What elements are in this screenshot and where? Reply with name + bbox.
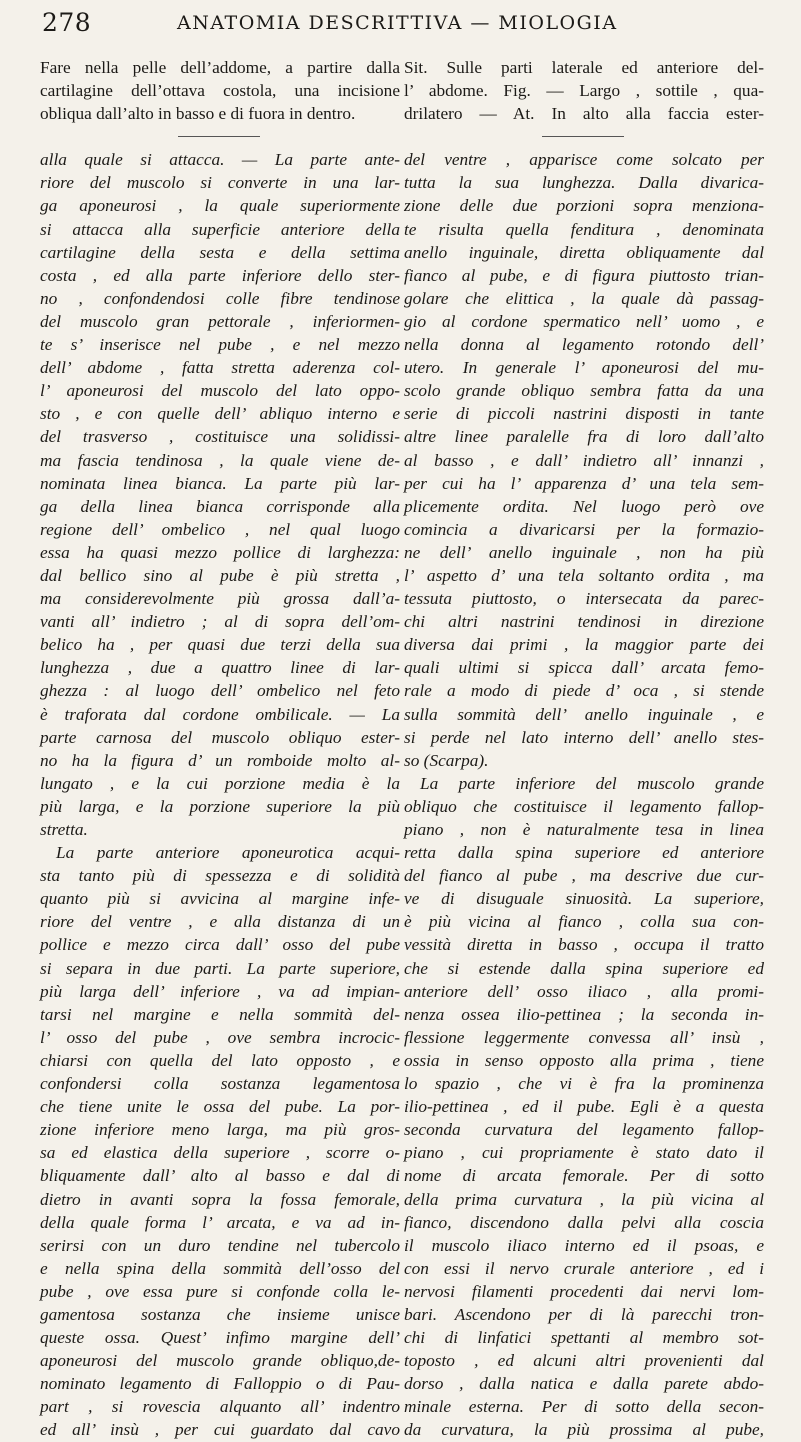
text-line: dal bellico sino al pube è più stretta ,: [40, 565, 400, 585]
text-line: più larga dell’ inferiore , va ad impian-: [40, 981, 400, 1001]
text-line: del fianco al pube , ma descrive due cur-: [404, 866, 764, 886]
text-line: nome di arcata femorale. Per di sotto: [404, 1166, 764, 1186]
text-line: ga aponeurosi , la quale superiormente: [40, 196, 400, 216]
text-line: serirsi con un duro tendine nel tubercolo: [40, 1235, 400, 1255]
text-line: comincia a divaricarsi per la formazio-: [404, 519, 764, 539]
running-title: ANATOMIA DESCRITTIVA — MIOLOGIA: [177, 12, 618, 34]
text-line: queste ossa. Quest’ infimo margine dell’: [40, 1328, 400, 1348]
text-line: no , confondendosi colle fibre tendinose: [40, 288, 400, 308]
text-line: fianco, discendono dalla pelvi alla coscia: [404, 1212, 764, 1232]
text-line: te s’ inserisce nel pube , e nel mezzo: [40, 335, 400, 355]
text-line: nervosi filamenti procedenti dai nervi lom-: [404, 1281, 764, 1301]
text-line: tarsi nel margine e nella sommità del-: [40, 1004, 400, 1024]
text-line: anteriore dell’ osso iliaco , alla promi-: [404, 981, 764, 1001]
text-line: dell’ abdome , fatta stretta aderenza col-: [40, 358, 400, 378]
right-body-block: [404, 148, 764, 1441]
text-line: del muscolo gran pettorale , inferiormen-: [40, 311, 400, 331]
text-line: bliquamente dall’ alto al basso e dal di: [40, 1166, 400, 1186]
text-line: ilio-pettinea , ed il pube. Egli è a questa: [404, 1097, 764, 1117]
text-line: ghezza : al luogo dell’ ombelico nel feto: [40, 681, 400, 701]
text-line: che si estende dalla spina superiore ed: [404, 958, 764, 978]
text-line: lunghezza , due a quattro linee di lar-: [40, 658, 400, 678]
text-line: ossia in senso opposto alla prima , tiene: [404, 1050, 764, 1070]
text-line: belico ha , per quasi due terzi della sua: [40, 635, 400, 655]
left-separator-rule: [40, 125, 400, 148]
left-top-block: [40, 56, 400, 125]
text-line: che tiene unite le ossa del pube. La por-: [40, 1097, 400, 1117]
text-line: confondersi colla sostanza legamentosa: [40, 1074, 400, 1094]
text-line: nella donna al legamento rotondo dell’: [404, 335, 764, 355]
text-line: quanto più si avvicina al margine infe-: [40, 889, 400, 909]
text-line: diversa dai primi , la maggior parte dei: [404, 635, 764, 655]
text-line: costa , ed alla parte inferiore dello ster-: [40, 265, 400, 285]
text-line: obliqua dall’alto in basso e di fuora in dentro.: [40, 104, 356, 124]
left-column: [40, 56, 400, 1442]
text-line: lungato , e la cui porzione media è la: [40, 773, 400, 793]
text-line: riore del ventre , e alla distanza di un: [40, 912, 400, 932]
text-line: rale a modo di piede d’ oca , si stende: [404, 681, 764, 701]
text-line: si perde nel lato interno dell’ anello stes-: [404, 727, 764, 747]
text-line: ma fascia tendinosa , la quale viene de-: [40, 450, 400, 470]
text-line: lo spazio , che vi è fra la prominenza: [404, 1074, 764, 1094]
text-line: zione delle due porzioni sopra menziona-: [404, 196, 764, 216]
text-line: chi di linfatici spettanti al membro sot-: [404, 1328, 764, 1348]
text-line: da curvatura, la più prossima al pube,: [404, 1420, 764, 1440]
text-line: chiarsi con quella del lato opposto , e: [40, 1050, 400, 1070]
text-line: l’ abdome. Fig. — Largo , sottile , qua-: [404, 81, 764, 101]
text-line: del ventre , apparisce come solcato per: [404, 150, 764, 170]
right-column: [404, 56, 764, 1442]
text-line: si attacca alla superficie anteriore della: [40, 219, 400, 239]
text-line: cartilagine della sesta e della settima: [40, 242, 400, 262]
text-line: altre linee paralelle fra di loro dall’alto: [404, 427, 764, 447]
text-line: gio al cordone spermatico nell’ uomo , e: [404, 311, 764, 331]
text-line: per cui ha l’ apparenza d’ una tela sem-: [404, 473, 764, 493]
right-top-block: [404, 56, 764, 125]
text-line: piano , cui propriamente è stato dato il: [404, 1143, 764, 1163]
text-line: scolo grande obliquo sembra fatta da una: [404, 381, 764, 401]
text-line: pollice e mezzo circa dall’ osso del pube: [40, 935, 400, 955]
text-line: piano , non è naturalmente tesa in linea: [404, 820, 764, 839]
text-line: flessione leggermente convessa all’ insù ,: [404, 1027, 764, 1047]
text-line: drilatero — At. In alto alla faccia ester-: [404, 104, 764, 124]
text-line: stretta.: [40, 820, 88, 839]
text-line: La parte anteriore aponeurotica acqui-: [56, 843, 400, 863]
text-line: ve di disuguale sinuosità. La superiore,: [404, 889, 764, 909]
text-line: riore del muscolo si converte in una lar-: [40, 173, 400, 193]
text-line: zione inferiore meno larga, ma più gros-: [40, 1120, 400, 1140]
text-line: nominata linea bianca. La parte più lar-: [40, 473, 400, 493]
text-line: serie di piccoli nastrini disposti in tante: [404, 404, 764, 424]
text-line: quali ultimi si spicca dall’ arcata femo-: [404, 658, 764, 678]
text-line: è traforata dal cordone ombilicale. — La: [40, 704, 400, 724]
text-line: dietro in avanti sopra la fossa femorale,: [40, 1189, 400, 1209]
text-line: fianco al pube, e di figura piuttosto trian-: [404, 265, 764, 285]
text-line: tessuta piuttosto, o intersecata da parec-: [404, 589, 764, 609]
text-line: vessità diretta in basso , occupa il tratto: [404, 935, 764, 955]
text-line: cartilagine dell’ottava costola, una incisione: [40, 81, 400, 101]
text-line: sa ed elastica della superiore , scorre o-: [40, 1143, 400, 1163]
text-line: minale esterna. Per di sotto della secon-: [404, 1397, 764, 1417]
page-header: [42, 8, 757, 38]
text-line: seconda curvatura del legamento fallop-: [404, 1120, 764, 1140]
text-line: te risulta quella fenditura , denominata: [404, 219, 764, 239]
text-line: dorso , dalla natica e dalla parete abdo-: [404, 1374, 764, 1394]
text-line: alla quale si attacca. — La parte ante-: [40, 150, 400, 170]
text-line: obliquo che costituisce il legamento fallop-: [404, 796, 764, 816]
text-line: retta dalla spina superiore ed anteriore: [404, 843, 764, 863]
text-line: anello inguinale, diretta obliquamente dal: [404, 242, 764, 262]
text-line: utero. In generale l’ aponeurosi del mu-: [404, 358, 764, 378]
text-line: no ha la figura d’ un romboide molto al-: [40, 750, 400, 770]
text-line: più larga, e la porzione superiore la più: [40, 796, 400, 816]
text-line: La parte inferiore del muscolo grande: [420, 773, 764, 793]
text-line: ed all’ insù , per cui guardato dal cavo: [40, 1420, 400, 1440]
text-line: nenza ossea ilio-pettinea ; la seconda in-: [404, 1004, 764, 1024]
text-line: sta tanto più di spessezza e di solidità: [40, 866, 400, 886]
text-line: della prima curvatura , la più vicina al: [404, 1189, 764, 1209]
text-line: Fare nella pelle dell’addome, a partire dalla: [40, 58, 400, 77]
text-line: toposto , ed alcuni altri provenienti dal: [404, 1351, 764, 1371]
text-line: vanti all’ indietro ; al di sopra dell’om-: [40, 612, 400, 632]
text-line: sto , e con quelle dell’ abliquo interno e: [40, 404, 400, 424]
text-line: l’ osso del pube , ove sembra incrocic-: [40, 1027, 400, 1047]
text-line: l’ aponeurosi del muscolo del lato oppo-: [40, 381, 400, 401]
text-line: ma considerevolmente più grossa dall’a-: [40, 589, 400, 609]
text-line: plicemente ordita. Nel luogo però ove: [404, 496, 764, 516]
page-number: 278: [42, 8, 92, 37]
text-line: bari. Ascendono per di là parecchi tron-: [404, 1304, 764, 1324]
text-line: con essi il nervo crurale anteriore , ed i: [404, 1258, 764, 1278]
text-line: so (Scarpa).: [404, 750, 489, 770]
text-line: ne dell’ anello inguinale , non ha più: [404, 542, 764, 562]
text-line: il muscolo iliaco interno ed il psoas, e: [404, 1235, 764, 1255]
text-line: l’ aspetto d’ una tela soltanto ordita , ma: [404, 565, 764, 585]
text-line: si separa in due parti. La parte superiore,: [40, 958, 400, 978]
text-line: al basso , e dall’ indietro all’ innanzi ,: [404, 450, 764, 470]
text-line: della quale forma l’ arcata, e va ad in-: [40, 1212, 400, 1232]
text-line: essa ha quasi mezzo pollice di larghezza:: [40, 542, 400, 562]
text-line: gamentosa sostanza che insieme unisce: [40, 1304, 400, 1324]
text-line: part , si rovescia alquanto all’ indentro: [40, 1397, 400, 1417]
text-line: tutta la sua lunghezza. Dalla divarica-: [404, 173, 764, 193]
text-line: chi altri nastrini tendinosi in direzione: [404, 612, 764, 632]
text-line: e nella spina della sommità dell’osso del: [40, 1258, 400, 1278]
text-line: golare che elittica , la quale dà passag-: [404, 288, 764, 308]
text-line: pube , ove essa pure si confonde colla le-: [40, 1281, 400, 1301]
left-body-block: [40, 148, 400, 1441]
text-line: aponeurosi del muscolo grande obliquo,de-: [40, 1351, 400, 1371]
text-line: ga della linea bianca corrisponde alla: [40, 496, 400, 516]
text-line: nominato legamento di Falloppio o di Pau-: [40, 1374, 400, 1394]
text-line: Sit. Sulle parti laterale ed anteriore del-: [404, 58, 764, 77]
text-line: regione dell’ ombelico , nel qual luogo: [40, 519, 400, 539]
right-separator-rule: [404, 125, 764, 148]
text-line: è più vicina al fianco , colla sua con-: [404, 912, 764, 932]
text-line: parte carnosa del muscolo obliquo ester-: [40, 727, 400, 747]
text-line: sulla sommità dell’ anello inguinale , e: [404, 704, 764, 724]
text-line: del trasverso , costituisce una solidissi-: [40, 427, 400, 447]
